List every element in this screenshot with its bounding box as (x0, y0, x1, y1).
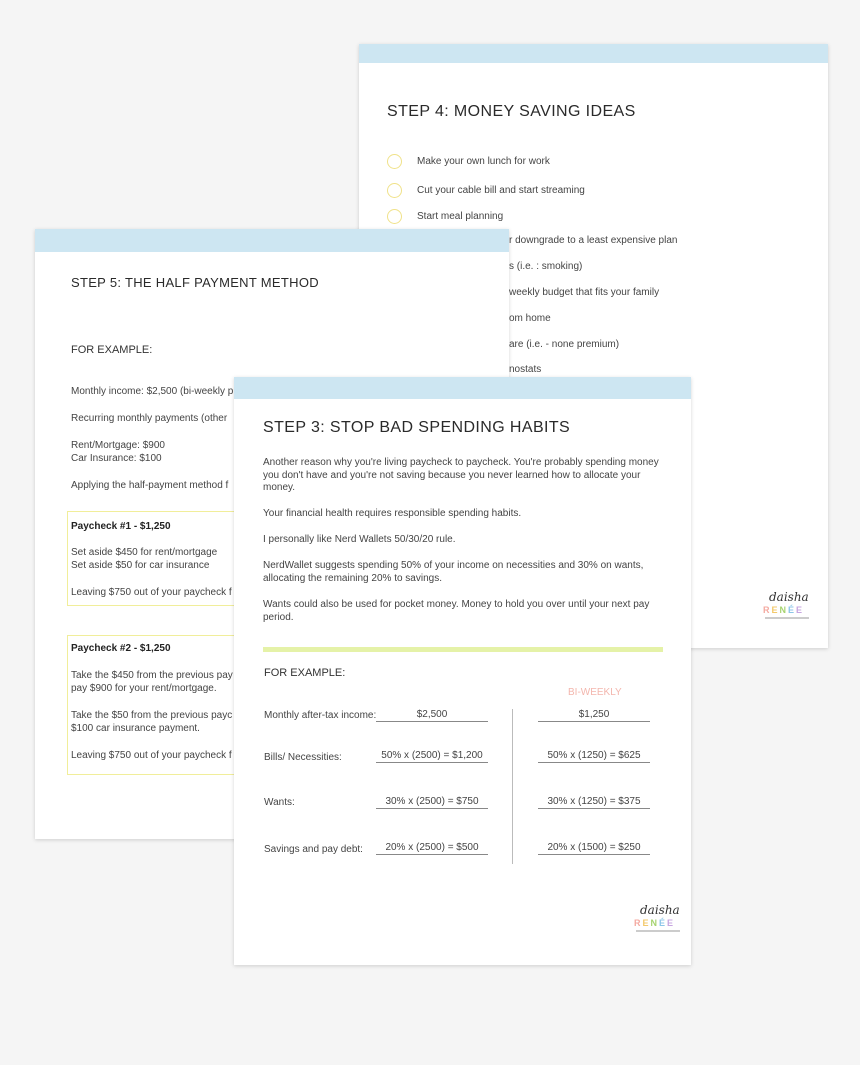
for-example-heading: FOR EXAMPLE: (264, 667, 346, 679)
biweekly-value-field: 50% x (1250) = $625 (538, 750, 650, 763)
step3-title: STEP 3: STOP BAD SPENDING HABITS (263, 419, 571, 436)
paragraph: I personally like Nerd Wallets 50/30/20 rule. (263, 534, 456, 545)
saving-idea-item: s (i.e. : smoking) (509, 261, 583, 272)
step3-worksheet-page (234, 377, 691, 965)
logo-letters (763, 605, 804, 615)
section-divider (263, 647, 663, 652)
intro-paragraph: Another reason why you're living paycheck to paycheck. You're probably spending money you don't have and you're not saving because you never learned how to allocate your money. (263, 457, 659, 493)
logo-script: daisha (640, 903, 680, 917)
checkbox-circle-icon[interactable] (387, 154, 402, 169)
logo-letter: É (788, 605, 797, 615)
paycheck2-line: Take the $450 from the previous pay (71, 670, 233, 681)
recurring-payments-text: Recurring monthly payments (other (71, 413, 228, 424)
checkbox-circle-icon[interactable] (387, 183, 402, 198)
logo-tagline (765, 617, 809, 619)
monthly-value-field: 30% x (2500) = $750 (376, 796, 488, 809)
logo-letter: N (779, 605, 789, 615)
logo-letter: R (763, 605, 772, 615)
step4-title: STEP 4: MONEY SAVING IDEAS (387, 103, 636, 120)
saving-idea-item: r downgrade to a least expensive plan (509, 235, 678, 246)
paycheck2-line: pay $900 for your rent/mortgage. (71, 683, 217, 694)
row-label: Savings and pay debt: (264, 844, 363, 855)
biweekly-column-label: BI-WEEKLY (568, 687, 622, 698)
logo-tagline (636, 930, 680, 932)
column-divider (512, 709, 513, 864)
saving-idea-item: Start meal planning (417, 211, 504, 222)
paycheck1-title: Paycheck #1 - $1,250 (71, 521, 171, 532)
monthly-value-field: 20% x (2500) = $500 (376, 842, 488, 855)
saving-idea-item: weekly budget that fits your family (509, 287, 660, 298)
saving-idea-item: om home (509, 313, 551, 324)
logo-letter: E (642, 918, 651, 928)
daisha-renee-logo (763, 590, 811, 624)
biweekly-value-field: $1,250 (538, 709, 650, 722)
paycheck2-line: $100 car insurance payment. (71, 723, 200, 734)
header-band (359, 44, 828, 63)
paragraph: Wants could also be used for pocket money. Money to hold you over until your next pay period. (263, 599, 650, 623)
header-band (35, 229, 509, 252)
saving-idea-item: nostats (509, 364, 542, 375)
row-label: Bills/ Necessities: (264, 752, 342, 763)
applying-method-text: Applying the half-payment method f (71, 480, 229, 491)
paycheck2-line: Leaving $750 out of your paycheck f (71, 750, 232, 761)
paycheck1-line: Set aside $50 for car insurance (71, 560, 210, 571)
for-example-heading: FOR EXAMPLE: (71, 344, 153, 356)
logo-letter: E (796, 605, 805, 615)
monthly-income-text: Monthly income: $2,500 (bi-weekly p (71, 386, 234, 397)
paragraph: Your financial health requires responsible spending habits. (263, 508, 522, 519)
checkbox-circle-icon[interactable] (387, 209, 402, 224)
logo-letter: R (634, 918, 643, 928)
row-label: Monthly after-tax income: (264, 710, 377, 721)
biweekly-value-field: 30% x (1250) = $375 (538, 796, 650, 809)
car-insurance-text: Car Insurance: $100 (71, 453, 162, 464)
logo-script: daisha (769, 590, 809, 604)
monthly-value-field: 50% x (2500) = $1,200 (376, 750, 488, 763)
daisha-renee-logo (634, 903, 682, 937)
logo-letter: E (667, 918, 676, 928)
logo-letter: N (650, 918, 660, 928)
biweekly-value-field: 20% x (1500) = $250 (538, 842, 650, 855)
saving-idea-item: are (i.e. - none premium) (509, 339, 620, 350)
step5-title: STEP 5: THE HALF PAYMENT METHOD (71, 275, 319, 290)
rent-text: Rent/Mortgage: $900 (71, 440, 165, 451)
row-label: Wants: (264, 797, 295, 808)
paycheck1-line: Leaving $750 out of your paycheck f (71, 587, 232, 598)
paycheck2-line: Take the $50 from the previous payc (71, 710, 233, 721)
paycheck2-title: Paycheck #2 - $1,250 (71, 643, 171, 654)
logo-letters (634, 918, 675, 928)
saving-idea-item: Make your own lunch for work (417, 156, 550, 167)
saving-idea-item: Cut your cable bill and start streaming (417, 185, 585, 196)
logo-letter: É (659, 918, 668, 928)
monthly-value-field: $2,500 (376, 709, 488, 722)
logo-letter: E (771, 605, 780, 615)
paycheck1-line: Set aside $450 for rent/mortgage (71, 547, 218, 558)
header-band (234, 377, 691, 399)
paragraph: NerdWallet suggests spending 50% of your income on necessities and 30% on wants, allocating the remaining 20% to savings. (263, 560, 644, 584)
